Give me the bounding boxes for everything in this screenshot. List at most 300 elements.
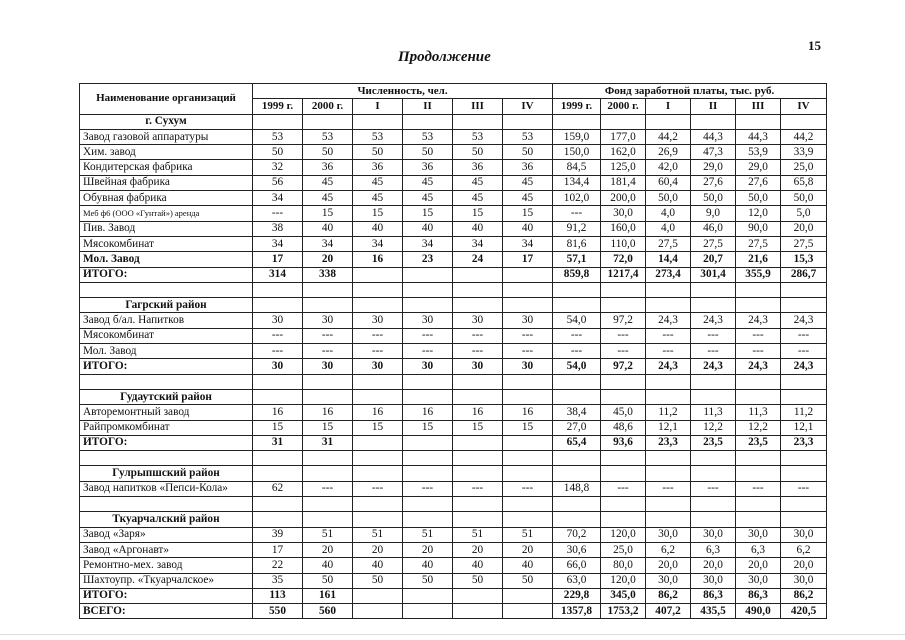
staff-cell: 30 [353,359,403,374]
empty-cell [403,512,453,527]
staff-cell [403,435,453,450]
name-column-header: Наименование организаций [80,84,253,115]
total-row [80,435,827,450]
table-row [80,129,827,144]
table-row [80,558,827,573]
payroll-cell: 30,0 [646,527,691,542]
organization-name: Мясокомбинат [80,328,253,343]
page-number: 15 [808,38,821,53]
payroll-cell: 66,0 [553,558,601,573]
payroll-cell: --- [601,481,646,496]
empty-cell [353,497,403,512]
staff-cell: 53 [453,129,503,144]
total-row [80,267,827,282]
payroll-cell: 38,4 [553,405,601,420]
staff-cell: 45 [353,191,403,206]
staff-cell [503,435,553,450]
staff-cell [353,588,403,603]
payroll-cell: --- [781,344,827,359]
staff-cell: --- [503,481,553,496]
table-row [80,542,827,557]
payroll-cell: 11,3 [736,405,781,420]
payroll-cell: 27,5 [691,236,736,251]
payroll-cell: 65,8 [781,175,827,190]
empty-cell [503,512,553,527]
payroll-cell: 345,0 [601,588,646,603]
organization-name: ВСЕГО: [80,604,253,619]
staff-cell: 36 [353,160,403,175]
payroll-cell: 24,3 [691,359,736,374]
payroll-cell: 72,0 [601,252,646,267]
staff-cell [403,604,453,619]
staff-col-header: I [353,99,403,114]
payroll-cell: 181,4 [601,175,646,190]
organization-name: ИТОГО: [80,435,253,450]
empty-cell [691,466,736,481]
payroll-cell: 12,0 [736,206,781,221]
staff-cell: --- [403,481,453,496]
empty-cell [503,298,553,313]
staff-cell: 50 [503,573,553,588]
staff-cell: 30 [303,313,353,328]
staff-col-header: 1999 г. [253,99,303,114]
payroll-cell: 11,3 [691,405,736,420]
payroll-cell: 4,0 [646,221,691,236]
empty-cell [601,512,646,527]
staff-cell: 53 [353,129,403,144]
empty-cell [303,512,353,527]
empty-cell [736,114,781,129]
payroll-cell: 86,2 [646,588,691,603]
payroll-cell: 97,2 [601,313,646,328]
payroll-cell: 110,0 [601,236,646,251]
staff-cell: 35 [253,573,303,588]
staff-col-header: III [453,99,503,114]
staff-cell: 51 [503,527,553,542]
empty-cell [781,374,827,389]
staff-cell: --- [253,206,303,221]
spacer-row [80,497,827,512]
payroll-cell: 65,4 [553,435,601,450]
staff-cell: 45 [503,191,553,206]
staff-cell: 16 [303,405,353,420]
payroll-cell: 86,3 [736,588,781,603]
empty-cell [601,497,646,512]
empty-cell [646,466,691,481]
staff-cell: 50 [353,145,403,160]
staff-cell: 32 [253,160,303,175]
staff-cell: 53 [503,129,553,144]
empty-cell [253,114,303,129]
payroll-cell: 11,2 [781,405,827,420]
empty-cell [453,466,503,481]
empty-cell [553,282,601,297]
staff-cell: 40 [353,558,403,573]
payroll-cell: 80,0 [601,558,646,573]
empty-cell [553,451,601,466]
empty-cell [403,282,453,297]
payroll-cell: 44,2 [781,129,827,144]
empty-cell [553,298,601,313]
payroll-cell: 27,5 [736,236,781,251]
empty-cell [736,512,781,527]
staff-cell: 31 [253,435,303,450]
payroll-cell: 30,0 [736,573,781,588]
payroll-cell: 6,2 [781,542,827,557]
table-row [80,481,827,496]
staff-cell: 50 [303,145,353,160]
payroll-cell: 102,0 [553,191,601,206]
page-heading: Продолжение [398,49,491,65]
organization-name: ИТОГО: [80,588,253,603]
empty-cell [403,114,453,129]
staff-cell: 15 [403,420,453,435]
payroll-cell: 27,0 [553,420,601,435]
payroll-cell: 27,6 [736,175,781,190]
staff-cell: 40 [453,221,503,236]
staff-cell: 45 [453,191,503,206]
empty-cell [646,114,691,129]
empty-cell [601,298,646,313]
payroll-cell: 44,3 [736,129,781,144]
empty-cell [453,389,503,404]
empty-cell [646,374,691,389]
payroll-cell: 20,0 [646,558,691,573]
table-row [80,236,827,251]
empty-cell [781,114,827,129]
spacer-row [80,451,827,466]
organization-name: Мясокомбинат [80,236,253,251]
empty-cell [253,298,303,313]
payroll-cell: 30,0 [646,573,691,588]
empty-cell [553,374,601,389]
payroll-group-header: Фонд заработной платы, тыс. руб. [553,84,827,99]
payroll-cell: 435,5 [691,604,736,619]
empty-cell [80,374,253,389]
header-row-groups [80,84,827,99]
staff-cell: 30 [453,313,503,328]
payroll-col-header: 2000 г. [601,99,646,114]
payroll-cell: 120,0 [601,573,646,588]
payroll-cell: 24,3 [736,359,781,374]
payroll-cell: 60,4 [646,175,691,190]
staff-cell: 40 [303,558,353,573]
payroll-cell: 159,0 [553,129,601,144]
staff-cell: 36 [403,160,453,175]
payroll-cell: 54,0 [553,359,601,374]
empty-cell [453,282,503,297]
staff-cell: 53 [403,129,453,144]
staff-cell: 40 [303,221,353,236]
spacer-row [80,282,827,297]
payroll-cell: --- [553,328,601,343]
staff-cell: 15 [303,206,353,221]
staff-cell: 50 [453,573,503,588]
empty-cell [303,374,353,389]
payroll-cell: 162,0 [601,145,646,160]
region-name: Гудаутский район [80,389,253,404]
payroll-cell: 24,3 [646,359,691,374]
empty-cell [403,374,453,389]
payroll-col-header: I [646,99,691,114]
empty-cell [353,298,403,313]
staff-cell: 15 [453,420,503,435]
payroll-cell: 86,2 [781,588,827,603]
staff-cell: 36 [503,160,553,175]
payroll-cell: 6,3 [691,542,736,557]
staff-cell: 15 [303,420,353,435]
staff-cell: --- [453,344,503,359]
staff-cell: 45 [303,191,353,206]
payroll-cell: 70,2 [553,527,601,542]
payroll-cell: --- [691,481,736,496]
staff-cell [453,435,503,450]
table-row [80,145,827,160]
staff-col-header: 2000 г. [303,99,353,114]
payroll-cell: 30,0 [781,527,827,542]
payroll-cell: 25,0 [781,160,827,175]
staff-cell: 113 [253,588,303,603]
empty-cell [353,466,403,481]
staff-cell: 550 [253,604,303,619]
payroll-cell: 27,6 [691,175,736,190]
staff-cell: 20 [353,542,403,557]
staff-cell: 40 [353,221,403,236]
staff-cell: --- [353,328,403,343]
payroll-cell: --- [646,328,691,343]
payroll-cell: --- [646,344,691,359]
empty-cell [303,114,353,129]
empty-cell [691,389,736,404]
staff-cell: 34 [253,236,303,251]
payroll-cell: 20,7 [691,252,736,267]
staff-cell [453,267,503,282]
empty-cell [736,497,781,512]
staff-cell: 30 [253,313,303,328]
table-row [80,206,827,221]
empty-cell [601,451,646,466]
empty-cell [503,497,553,512]
payroll-cell: 273,4 [646,267,691,282]
empty-cell [253,497,303,512]
empty-cell [80,282,253,297]
payroll-cell: 46,0 [691,221,736,236]
staff-cell: 30 [503,313,553,328]
empty-cell [80,497,253,512]
empty-cell [736,282,781,297]
payroll-cell: 12,1 [646,420,691,435]
payroll-cell: 63,0 [553,573,601,588]
empty-cell [303,282,353,297]
payroll-cell: 177,0 [601,129,646,144]
staff-cell: 23 [403,252,453,267]
empty-cell [403,451,453,466]
payroll-cell: 1217,4 [601,267,646,282]
staff-cell [353,435,403,450]
payroll-cell: 23,5 [691,435,736,450]
payroll-cell: 20,0 [691,558,736,573]
staff-cell: 161 [303,588,353,603]
staff-cell: 15 [353,420,403,435]
empty-cell [503,374,553,389]
table-row [80,175,827,190]
empty-cell [781,451,827,466]
organization-name: Завод «Заря» [80,527,253,542]
payroll-cell: 200,0 [601,191,646,206]
staff-cell: 17 [253,542,303,557]
payroll-cell: 407,2 [646,604,691,619]
payroll-cell: 23,3 [646,435,691,450]
payroll-cell: 20,0 [781,558,827,573]
empty-cell [691,451,736,466]
empty-cell [646,389,691,404]
payroll-cell: --- [691,328,736,343]
empty-cell [736,466,781,481]
table-row [80,221,827,236]
total-row [80,359,827,374]
empty-cell [403,389,453,404]
staff-cell: 15 [503,206,553,221]
empty-cell [553,497,601,512]
payroll-cell: 9,0 [691,206,736,221]
staff-cell: 45 [453,175,503,190]
table-row [80,191,827,206]
payroll-cell: 24,3 [691,313,736,328]
payroll-cell: 57,1 [553,252,601,267]
empty-cell [691,512,736,527]
staff-cell: 338 [303,267,353,282]
payroll-cell: 24,3 [781,313,827,328]
empty-cell [781,497,827,512]
payroll-cell: --- [646,481,691,496]
payroll-cell: 120,0 [601,527,646,542]
staff-cell: --- [253,328,303,343]
staff-cell: --- [503,328,553,343]
staff-cell: 15 [353,206,403,221]
payroll-cell: 15,3 [781,252,827,267]
staff-cell: 45 [503,175,553,190]
empty-cell [453,451,503,466]
staff-cell: --- [353,344,403,359]
payroll-cell: 4,0 [646,206,691,221]
staff-cell: 16 [403,405,453,420]
payroll-cell: --- [601,328,646,343]
organization-name: Мол. Завод [80,344,253,359]
staff-cell [503,604,553,619]
empty-cell [691,114,736,129]
payroll-cell: 286,7 [781,267,827,282]
payroll-cell: 12,2 [691,420,736,435]
staff-cell: 40 [403,221,453,236]
staff-cell: 30 [403,359,453,374]
empty-cell [253,512,303,527]
empty-cell [601,389,646,404]
empty-cell [303,497,353,512]
scan-edge-line [0,634,905,635]
empty-cell [453,374,503,389]
empty-cell [646,298,691,313]
payroll-cell: 91,2 [553,221,601,236]
empty-cell [403,497,453,512]
staff-col-header: IV [503,99,553,114]
payroll-cell: 84,5 [553,160,601,175]
empty-cell [353,512,403,527]
staff-cell: --- [453,481,503,496]
empty-cell [646,451,691,466]
payroll-col-header: 1999 г. [553,99,601,114]
payroll-cell: 24,3 [781,359,827,374]
staff-cell: 20 [503,542,553,557]
staff-cell: 51 [303,527,353,542]
empty-cell [601,374,646,389]
organization-name: ИТОГО: [80,267,253,282]
payroll-cell: 30,0 [781,573,827,588]
staff-cell: 16 [353,405,403,420]
staff-cell: 314 [253,267,303,282]
empty-cell [253,466,303,481]
staff-cell: --- [353,481,403,496]
staff-cell: 51 [403,527,453,542]
staff-cell: 15 [503,420,553,435]
payroll-cell: 355,9 [736,267,781,282]
table-row [80,313,827,328]
staff-cell: 17 [253,252,303,267]
region-name: Гагрский район [80,298,253,313]
empty-cell [403,466,453,481]
payroll-cell: 42,0 [646,160,691,175]
empty-cell [781,298,827,313]
payroll-cell: 86,3 [691,588,736,603]
payroll-cell: --- [553,206,601,221]
table-row [80,405,827,420]
staff-cell [353,267,403,282]
region-header-row [80,298,827,313]
payroll-cell: --- [736,328,781,343]
table-row [80,420,827,435]
staff-cell: 34 [253,191,303,206]
staff-cell: --- [253,344,303,359]
empty-cell [253,389,303,404]
payroll-cell: 12,1 [781,420,827,435]
empty-cell [453,298,503,313]
region-name: Ткуарчалский район [80,512,253,527]
payroll-cell: --- [691,344,736,359]
empty-cell [80,451,253,466]
empty-cell [453,114,503,129]
staff-cell: 36 [453,160,503,175]
empty-cell [503,389,553,404]
organization-name: Завод б/ал. Напитков [80,313,253,328]
staff-cell: --- [303,344,353,359]
staff-cell: 39 [253,527,303,542]
payroll-cell: 6,2 [646,542,691,557]
region-name: г. Сухум [80,114,253,129]
payroll-cell: 21,6 [736,252,781,267]
staff-cell [453,588,503,603]
empty-cell [736,298,781,313]
table-body [80,114,827,619]
region-header-row [80,466,827,481]
staff-cell: 31 [303,435,353,450]
staff-cell: 16 [253,405,303,420]
payroll-cell: 25,0 [601,542,646,557]
organization-name: Кондитерская фабрика [80,160,253,175]
spacer-row [80,374,827,389]
empty-cell [646,282,691,297]
staff-cell: 51 [353,527,403,542]
payroll-cell: 20,0 [736,558,781,573]
empty-cell [303,451,353,466]
